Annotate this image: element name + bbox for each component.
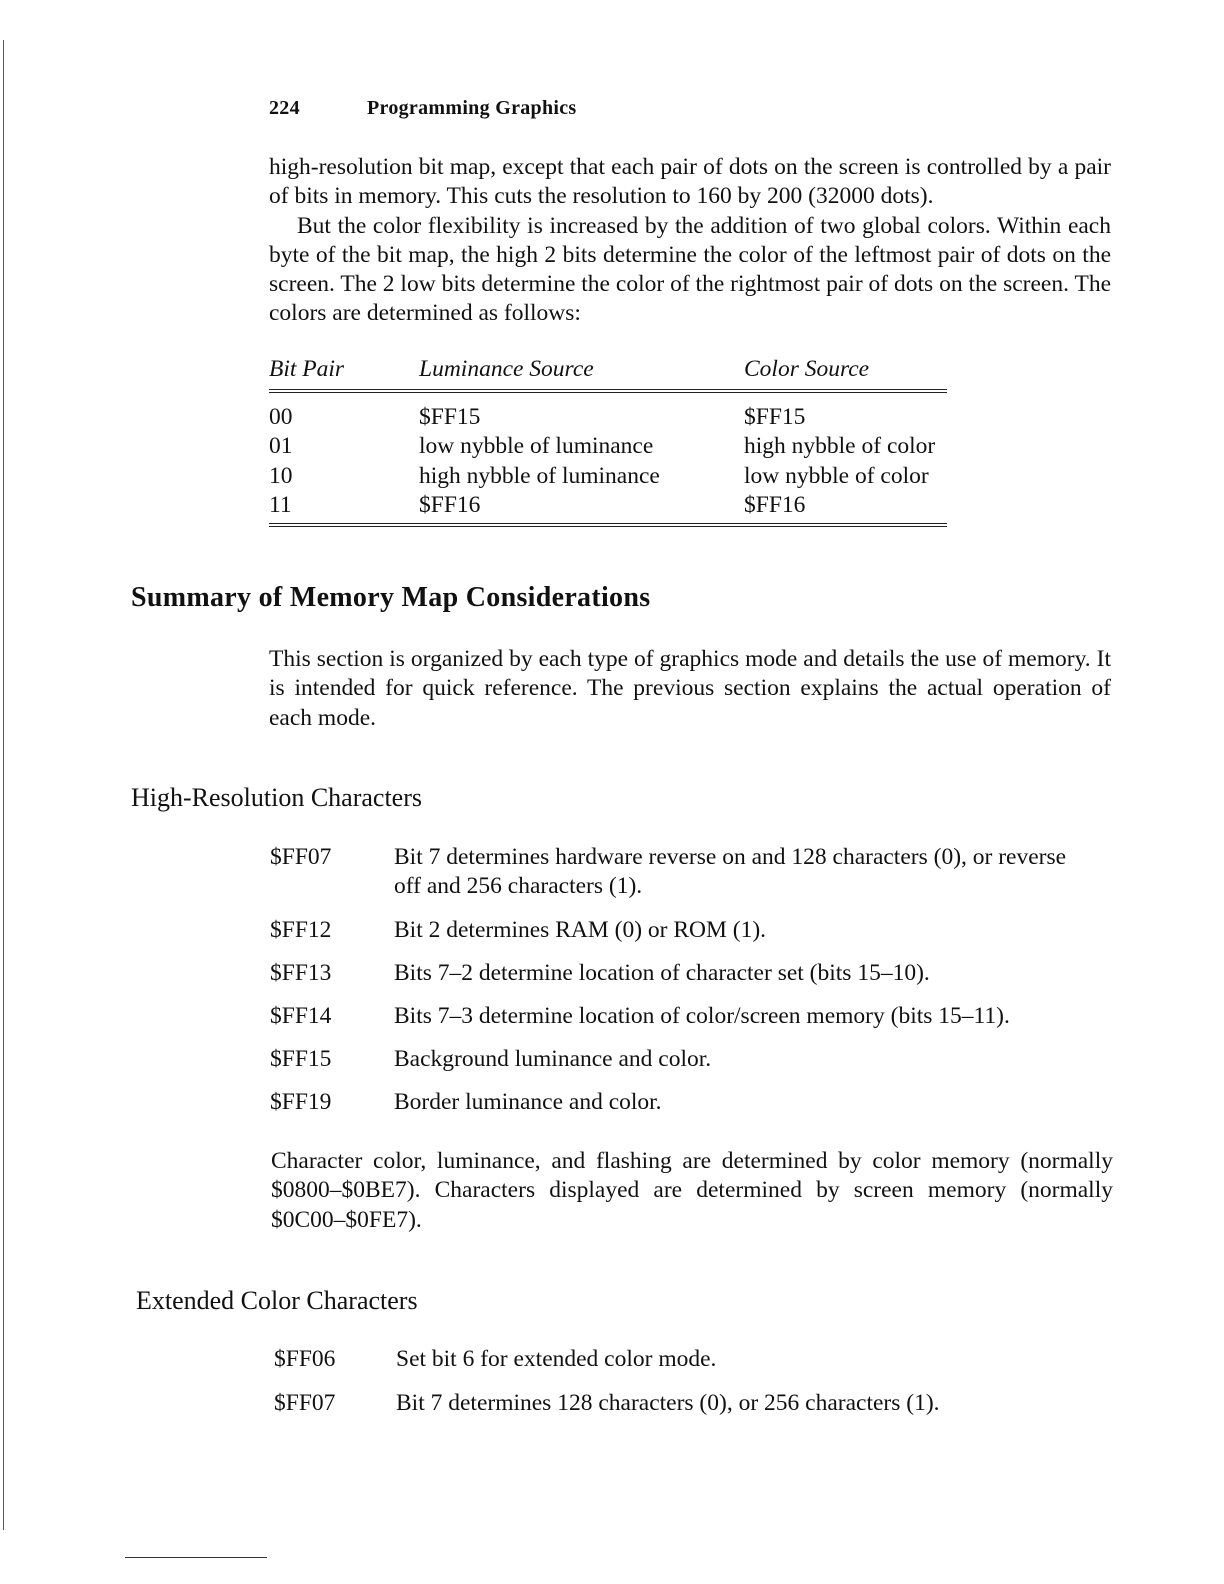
hires-note: Character color, luminance, and flashing are determined by color memory (normally $0800–$0BE7). Characters displayed are determined by screen memory (normally $0C00–$0FE7). <box>271 1148 1113 1233</box>
section-heading: Summary of Memory Map Considerations <box>131 582 651 613</box>
register-address: $FF13 <box>270 960 332 986</box>
cell: 00 <box>269 404 293 430</box>
register-description: Bit 7 determines 128 characters (0), or 256 characters (1). <box>396 1390 940 1416</box>
table-row <box>269 462 947 491</box>
register-description: Bits 7–2 determine location of character set (bits 15–10). <box>394 960 930 986</box>
cell: high nybble of luminance <box>419 462 660 489</box>
register-description: Border luminance and color. <box>394 1089 662 1115</box>
column-header: Bit Pair <box>269 356 419 391</box>
paragraph: high-resolution bit map, except that each pair of dots on the screen is controlled by a pair of bits in memory. This cuts the resolution to 160 by 200 (32000 dots). <box>269 154 1111 210</box>
cell: high nybble of color <box>744 433 936 460</box>
cell: $FF16 <box>744 491 947 525</box>
subsection-heading: Extended Color Characters <box>136 1286 418 1315</box>
bit-pair-table <box>269 356 947 527</box>
register-description: Bit 7 determines hardware reverse on and 128 characters (0), or reverse off and 256 characters (1). <box>394 844 1067 899</box>
summary-text: This section is organized by each type of graphics mode and details the use of memory. It is intended for quick reference. The previous section explains the actual operation of each mode. <box>269 646 1111 731</box>
cell: 11 <box>269 491 419 525</box>
register-address: $FF12 <box>270 917 332 943</box>
register-description: Background luminance and color. <box>394 1046 712 1072</box>
cell: $FF15 <box>744 404 806 430</box>
scan-margin-line <box>3 40 4 1530</box>
cell: low nybble of color <box>744 462 929 489</box>
register-address: $FF07 <box>274 1390 336 1416</box>
column-header: Luminance Source <box>419 356 744 391</box>
running-title: Programming Graphics <box>367 97 577 119</box>
register-description: Bits 7–3 determine location of color/screen memory (bits 15–11). <box>394 1003 1010 1029</box>
table-row <box>269 432 947 461</box>
table-row <box>269 491 947 525</box>
register-address: $FF07 <box>270 844 332 870</box>
cell: $FF16 <box>419 491 744 525</box>
cell: low nybble of luminance <box>419 433 654 460</box>
cell: 10 <box>269 462 293 489</box>
register-description: Set bit 6 for extended color mode. <box>396 1346 717 1372</box>
cell: $FF15 <box>419 404 481 430</box>
register-description: Bit 2 determines RAM (0) or ROM (1). <box>394 917 767 943</box>
cell: 01 <box>269 433 293 460</box>
intro-text <box>269 153 1111 329</box>
register-address: $FF06 <box>274 1346 336 1372</box>
register-address: $FF19 <box>270 1089 332 1115</box>
page-number: 224 <box>269 97 300 119</box>
subsection-heading: High-Resolution Characters <box>131 783 422 812</box>
register-address: $FF14 <box>270 1003 332 1029</box>
running-header <box>269 97 577 120</box>
column-header: Color Source <box>744 356 947 391</box>
paragraph: But the color flexibility is increased by the addition of two global colors. Within each byte of the bit map, the high 2 bits determine the color of the leftmost pair of dots on the screen. The 2 low bits determine the color of the rightmost pair of dots on the screen. The colors are determined as follows: <box>269 212 1111 327</box>
register-address: $FF15 <box>270 1046 332 1072</box>
footnote-rule <box>125 1557 267 1558</box>
table-row <box>269 391 947 432</box>
